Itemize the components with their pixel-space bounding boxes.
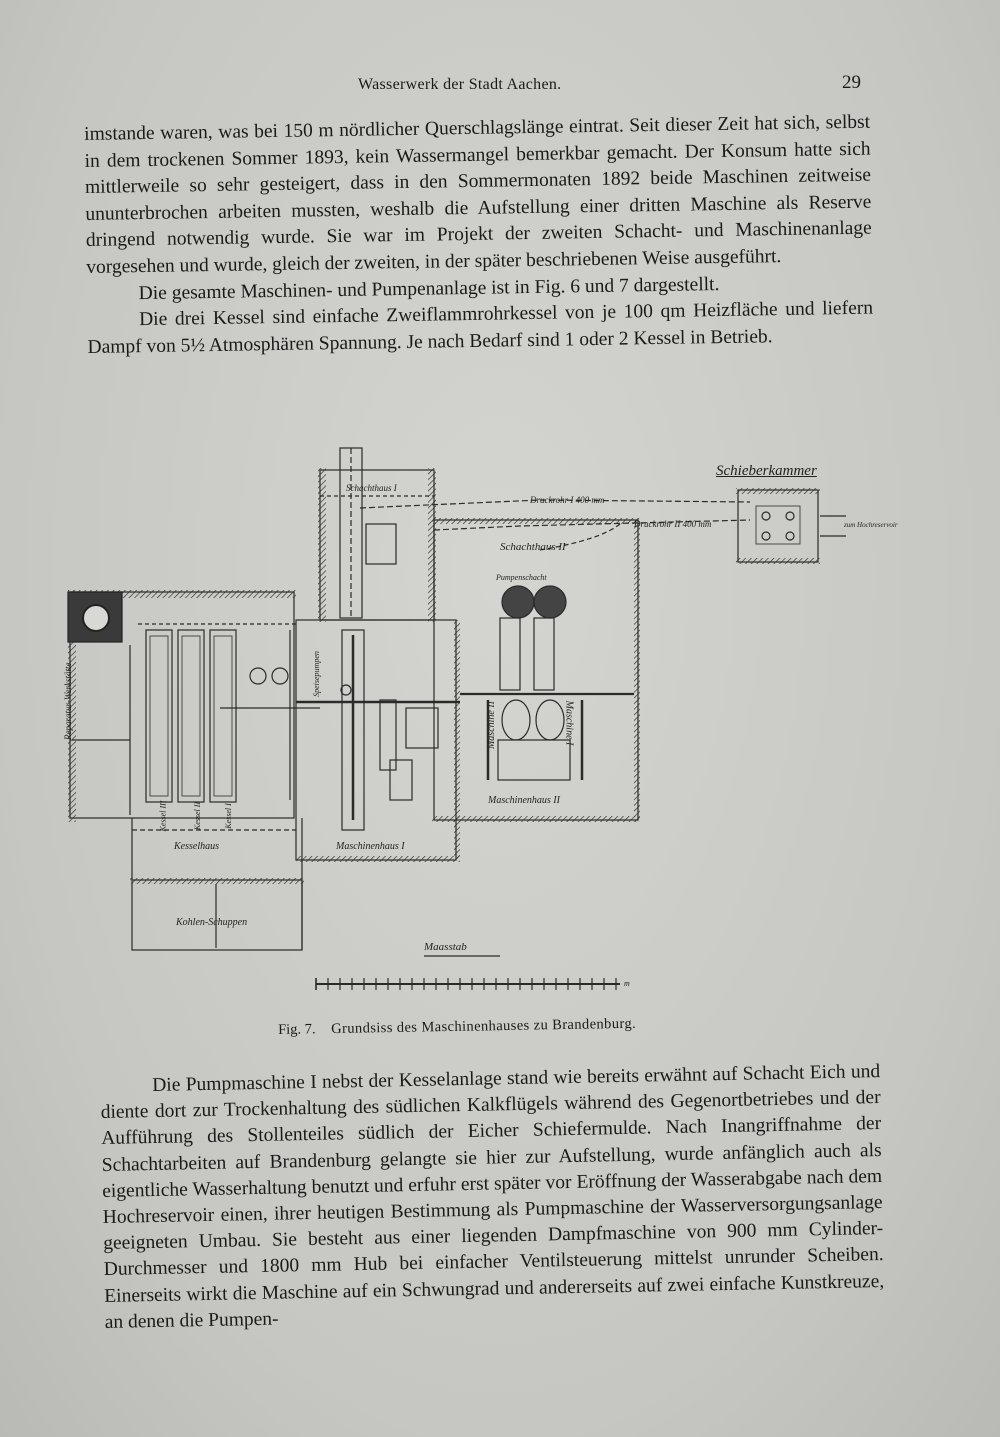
label-kessel-1: Kessel I xyxy=(223,803,233,829)
label-maschinenhaus-2: Maschinenhaus II xyxy=(488,795,560,806)
label-speisepumpen: Speisepumpen xyxy=(311,651,321,697)
paragraph-continuation: imstande waren, was bei 150 m nördlicher Querschlagslänge eintrat. Seit dieser Zeit hat sich, selbst in dem trockenen Sommer 1893, kein Wassermangel bemerkbar gemacht. Der Konsum hatte sich mittlerweile so sehr gesteigert, dass in den Sommermonaten 1892 beide Maschinen zeitweise ununterbrochen arbeiten mussten, weshalb die Aufstellung einer dritten Maschine als Reserve dringend notwendig wurde. Sie war im Projekt der zweiten Schacht- und Maschinenanlage vorgesehen und wurde, gleich der zweiten, in der später beschriebenen Weise ausgeführt. xyxy=(84,111,872,278)
label-druckrohr-2: Druckrohr II 400 mm xyxy=(634,519,712,529)
label-kohlenschuppen: Kohlen-Schuppen xyxy=(176,917,248,928)
label-massstab: Maasstab xyxy=(424,941,467,953)
label-reparatur-werkstatte: Reparatur-Werkstätte xyxy=(63,662,73,740)
chimney-icon xyxy=(83,605,109,631)
label-maschine-2: Maschine II xyxy=(486,700,498,750)
label-kesselhaus: Kesselhaus xyxy=(174,841,219,852)
page-number: 29 xyxy=(842,72,861,93)
figure-caption-text: Grundsiss des Maschinenhauses zu Brandenburg. xyxy=(331,1015,637,1038)
label-kessel-2: Kessel II xyxy=(193,801,203,831)
kohlenschuppen-walls xyxy=(132,880,302,950)
paragraph-machinery: Die gesamte Maschinen- und Pumpenanlage ist in Fig. 6 und 7 dargestellt. xyxy=(138,273,720,304)
label-druckrohr-1: Druckrohr I 400 mm xyxy=(530,495,605,505)
label-scale-unit: m xyxy=(624,979,630,988)
label-schieberkammer: Schieberkammer xyxy=(716,463,817,479)
label-schachthaus-2: Schachthaus II xyxy=(500,541,566,553)
paragraph-pump-machine: Die Pumpmaschine I nebst der Kesselanlage stand wie bereits erwähnt auf Schacht Eich und diente dort zur Trockenhaltung des südlichen Kalkflügels während des Gegenortbetriebes und der Aufführung des Stollenteiles südlich der Eicher Schiefermulde. Nach Inangriffnahme der Schachtarbeiten auf Brandenburg gelangte sie hier zur Aufstellung, wurde anfänglich auch als eigentliche Wasserhaltung benutzt und erfuhr erst später vor Eröffnung der Wasserabgabe nach dem Hochreservoir einen, ihrer heutigen Bestimmung als Pumpmaschine der Wasserversorgungsanlage geeigneten Umbau. Sie besteht aus einer liegenden Dampfmaschine von 900 mm Cylinder-Durchmesser und 1800 mm Hub bei einfacher Ventilsteuerung mittelst unrunder Scheiben. Einerseits wirkt die Maschine auf ein Schwungrad und andererseits auf zwei einfache Kunstkreuze, an denen die Pumpen- xyxy=(100,1061,885,1333)
label-pumpenschacht: Pumpenschacht xyxy=(496,573,547,582)
bottom-text-block xyxy=(100,1059,885,1336)
page-header xyxy=(0,72,1000,102)
paragraph-boilers: Die drei Kessel sind einfache Zweiflammrohrkessel von je 100 qm Heizfläche und liefern Dampf von 5½ Atmosphären Spannung. Je nach Bedarf sind 1 oder 2 Kessel in Betrieb. xyxy=(87,297,874,358)
floor-plan-drawing xyxy=(60,440,960,1000)
running-title: Wasserwerk der Stadt Aachen. xyxy=(358,76,562,93)
figure-number: Fig. 7. xyxy=(278,1021,316,1038)
label-maschinenhaus-1: Maschinenhaus I xyxy=(336,841,405,852)
top-text-block xyxy=(84,110,874,362)
schieberkammer-walls xyxy=(738,490,818,562)
floor-plan-figure xyxy=(60,440,960,1000)
label-kessel-3: Kessel III xyxy=(158,800,168,832)
maschinenhaus-2-walls xyxy=(434,520,638,820)
label-schachthaus-1: Schachthaus I xyxy=(346,483,397,493)
label-zum-hochreservoir: zum Hochreservoir xyxy=(844,521,898,529)
figure-caption xyxy=(278,1014,738,1039)
label-maschine-1: Maschine I xyxy=(563,700,575,746)
